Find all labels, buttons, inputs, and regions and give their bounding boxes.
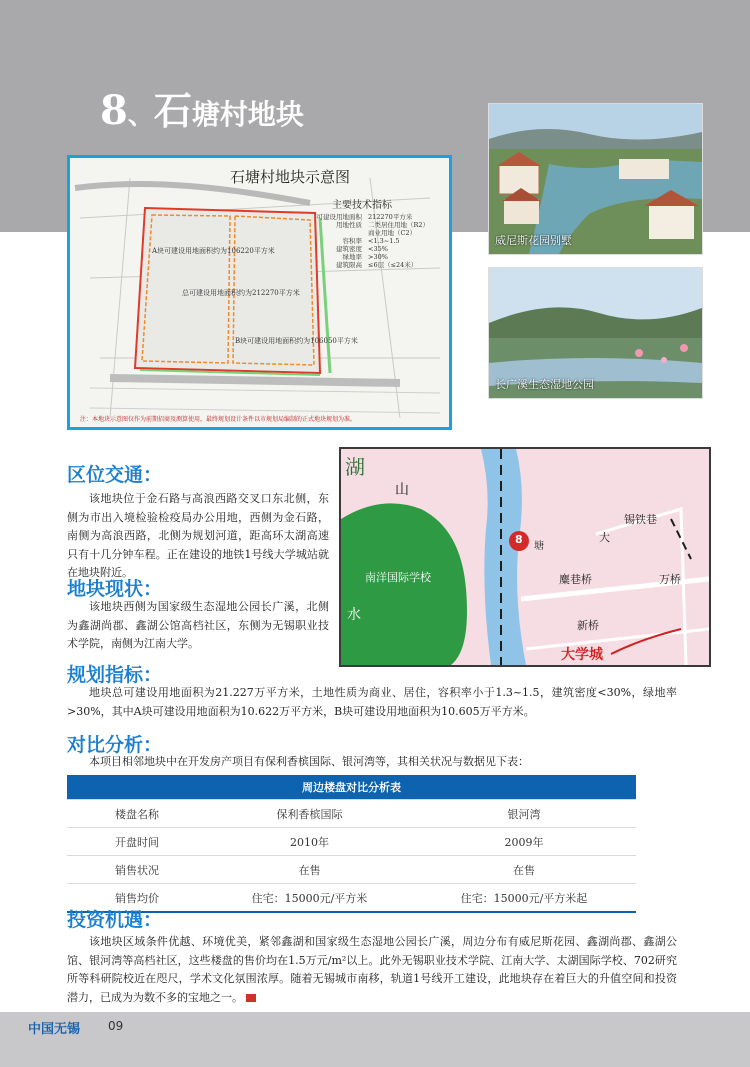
specs-title: 主要技术指标 bbox=[332, 200, 392, 211]
footer-brand: 中国无锡 bbox=[28, 1022, 81, 1037]
page-number: 09 bbox=[108, 1019, 124, 1033]
spec-row: 用地性质 二类居住用地（R2） bbox=[336, 221, 430, 229]
section-investment-body bbox=[67, 933, 677, 1007]
title-separator: 、 bbox=[127, 101, 154, 131]
spec-row: 建筑限高 ≤6层（≤24米） bbox=[336, 261, 418, 269]
map-label: 麋巷桥 bbox=[559, 573, 592, 586]
section-investment-heading: 投资机遇： bbox=[67, 909, 163, 931]
map-label: 塘 bbox=[534, 541, 544, 552]
villa-photo-caption: 威尼斯花园别墅 bbox=[495, 234, 572, 247]
title-first-char: 石 bbox=[153, 89, 192, 133]
specs-list bbox=[310, 213, 429, 269]
wetland-photo bbox=[488, 267, 703, 399]
table-title: 周边楼盘对比分析表 bbox=[67, 775, 636, 800]
map-label: 南洋国际学校 bbox=[365, 571, 431, 584]
map-label: 新桥 bbox=[577, 619, 599, 632]
table-row: 销售状况 在售 在售 bbox=[67, 856, 636, 884]
section-investment-text: 该地块区域条件优越、环境优美，紧邻鑫湖和国家级生态湿地公园长广溪，周边分布有威尼斯花园、鑫湖尚郡、鑫湖公馆、银河湾等高档社区，这些楼盘的售价均在1.5万元/m²以上。此外无锡职业技术学院、江南大学、太湖国际学校、702研究所等科研院校近在咫尺，学术文化氛围浓厚。随着无锡城市南移，轨道1号线开工建设，此地块存在着巨大的升值空间和投资潜力，已成为为数不多的宝地之一。 bbox=[67, 935, 677, 1004]
plot-a-label: A块可建设用地面积约为106220平方米 bbox=[152, 247, 275, 255]
site-plan-map bbox=[67, 155, 452, 430]
title-rest: 塘村地块 bbox=[191, 98, 304, 131]
plot-total-label: 总可建设用地面积约为212270平方米 bbox=[182, 289, 300, 297]
site-map-title: 石塘村地块示意图 bbox=[230, 168, 351, 186]
spec-row: 可建设用地面积 212270平方米 bbox=[316, 213, 413, 221]
end-mark-icon bbox=[246, 994, 256, 1002]
section-location-text: 该地块位于金石路与高浪西路交叉口东北侧，东侧为市出入境检验检疫局办公用地，西侧为金石路，南侧为高浪西路，北侧为规划河道，距高环太湖高速只有十几分钟车程。正在建设的地铁1号线大学城站就在地块附近。 bbox=[67, 492, 329, 579]
section-status-text: 该地块西侧为国家级生态湿地公园长广溪，北侧为鑫湖尚郡、鑫湖公馆高档社区，东侧为无锡职业技术学院，南侧为江南大学。 bbox=[67, 600, 329, 650]
section-planning-heading: 规划指标： bbox=[67, 664, 163, 686]
table-row: 销售均价 住宅：15000元/平方米 住宅：15000元/平方米起 bbox=[67, 884, 636, 913]
comparison-table bbox=[67, 775, 636, 913]
spec-row: 容积率 <1.3~1.5 bbox=[342, 237, 400, 245]
site-marker: 8 bbox=[515, 533, 523, 546]
page-title bbox=[100, 80, 304, 135]
map-label: 大学城 bbox=[561, 647, 603, 663]
site-map-note: 注：本地块示意图仅作为前期招商及测算使用，最终规划设计条件以市规划局编制的正式地块规划为准。 bbox=[80, 416, 357, 423]
table-row: 开盘时间 2010年 2009年 bbox=[67, 828, 636, 856]
map-label: 水 bbox=[347, 607, 361, 623]
spec-row: 建筑密度 <35% bbox=[336, 245, 388, 253]
map-label: 山 bbox=[395, 482, 409, 498]
title-number: 8 bbox=[100, 87, 128, 134]
section-status-heading: 地块现状： bbox=[67, 578, 163, 600]
section-comparison-text: 本项目相邻地块中在开发房产项目有保利香槟国际、银河湾等，其相关状况与数据见下表： bbox=[89, 755, 529, 768]
spec-row: 商业用地（C2） bbox=[368, 229, 417, 237]
map-label: 万桥 bbox=[659, 573, 681, 586]
map-label: 湖 bbox=[345, 455, 365, 479]
plot-b-label: B块可建设用地面积约为106050平方米 bbox=[235, 337, 358, 345]
map-label: 大 bbox=[599, 531, 610, 544]
section-location-heading: 区位交通： bbox=[67, 464, 163, 486]
villa-photo bbox=[488, 103, 703, 255]
location-map bbox=[339, 447, 711, 667]
section-planning-text: 地块总可建设用地面积为21.227万平方米，土地性质为商业、居住，容积率小于1.3~1.5，建筑密度<30%，绿地率>30%，其中A块可建设用地面积为10.622万平方米，B块可建设用地面积为10.605万平方米。 bbox=[67, 686, 677, 718]
section-comparison-heading: 对比分析： bbox=[67, 734, 163, 756]
map-label: 锡铁巷 bbox=[624, 513, 657, 526]
wetland-photo-caption: 长广溪生态湿地公园 bbox=[495, 378, 594, 391]
spec-row: 绿地率 >30% bbox=[342, 253, 388, 261]
table-row: 楼盘名称 保利香槟国际 银河湾 bbox=[67, 800, 636, 828]
table-header-row bbox=[67, 775, 636, 800]
